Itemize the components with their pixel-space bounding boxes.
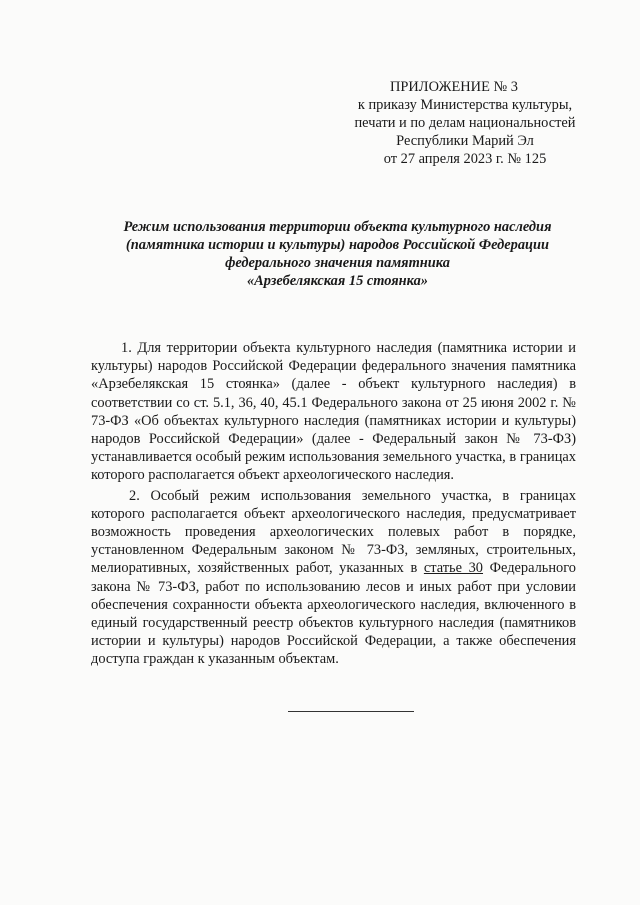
appendix-reference-line: печати и по делам национальностей: [354, 115, 576, 131]
appendix-reference-line: Республики Марий Эл: [396, 133, 534, 149]
appendix-header: [300, 78, 590, 168]
law-article-link[interactable]: статье 30: [423, 560, 484, 577]
title-line: федерального значения памятника: [225, 255, 450, 271]
document-body: [91, 339, 576, 669]
title-line: (памятника истории и культуры) народов Российской Федерации: [125, 237, 550, 253]
title-line: «Арзебелякская 15 стоянка»: [246, 273, 428, 289]
appendix-number: ПРИЛОЖЕНИЕ № 3: [390, 79, 518, 95]
appendix-order-date: от 27 апреля 2023 г. № 125: [383, 151, 547, 167]
appendix-reference-line: к приказу Министерства культуры,: [357, 97, 573, 113]
title-line: Режим использования территории объекта культурного наследия: [123, 219, 552, 235]
paragraph-1: 1. Для территории объекта культурного наследия (памятника истории и культуры) народов Российской Федерации федерального значения памятника «Арзебелякская 15 стоянка» (далее - объект культурного наследия) в соответствии со ст. 5.1, 36, 40, 45.1 Федерального закона от 25 июня 2002 г. № 73-ФЗ «Об объектах культурного наследия (памятниках истории и культуры) народов Российской Федерации» (далее - Федеральный закон № 73-ФЗ) устанавливается особый режим использования земельного участка, в границах которого располагается объект археологического наследия.: [91, 340, 576, 484]
paragraph-2: [91, 487, 576, 669]
document-title: [100, 218, 575, 290]
paragraph-2-text: 2. Особый режим использования земельного участка, в границах которого располагается объект археологического наследия, предусматривает возможность проведения археологических полевых работ в порядке, установленном Федеральным законом № 73-ФЗ, земляных, строительных, мелиоративных, хозяйственных работ, указанных в: [91, 487, 576, 577]
closing-divider: [288, 711, 414, 712]
paragraph-2-text: Федерального закона № 73-ФЗ, работ по использованию лесов и иных работ при условии обеспечения сохранности объекта археологического наследия, включенного в единый государственный реестр объектов культурного наследия (памятников истории и культуры) народов Российской Федерации, а также обеспечения доступа граждан к указанным объектам.: [91, 560, 576, 668]
